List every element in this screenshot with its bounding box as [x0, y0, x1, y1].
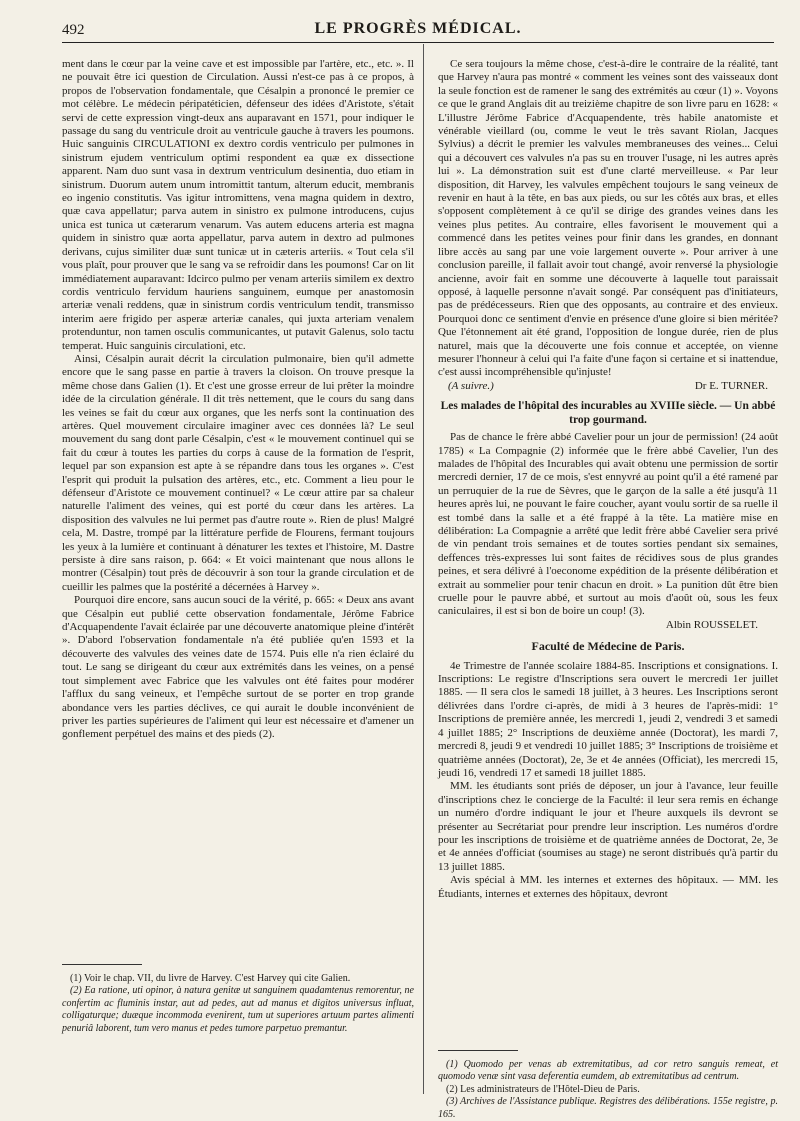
right-paragraph-1: Ce sera toujours la même chose, c'est-à-dire le contraire de la réalité, tant que Harvey n'aura pas montré « comment les veines sont des vaisseaux dont la seule fonction est de ramener le sang des extrémités au cœur (1) ». Voyons ce que le grand Anglais dit au treizième chapitre de son livre paru en 1628: « L'illustre Jérôme Fabrice d'Acquapendente, très habile anatomiste et vénérable vieillard (ou, comme le veut le très savant Riolan, Jacques Sylvius) a décrit le premier les valvules membraneuses des veines... Celui qui a découvert ces valvules n'a pas su en trouver l'usage, ni les autres après lui ». La démonstration suit est d'une clarté merveilleuse. « Par leur disposition, dit Harvey, les valvules empêchent toujours le sang veineux de revenir en haut à la tête, en bas aux pieds, ou sur les côtés aux bras, et elles s'opposent complètement à ce qu'il se dirige des grandes veines dans les veines plus petites. Au contraire, elles favorisent le mouvement qui a commencé dans les petites veines pour finir dans les grandes, en donnant libre accès au sang par une voie largement ouverte ». Pour arriver à une conclusion pareille, il fallait avoir tout changé, avoir renversé la physiologie ancienne, avoir fait en somme une découverte à laquelle tout paraissait opposé, à laquelle personne n'avait songé. Par conséquent pas d'initiateurs, pas de prédécesseurs. Rien que des opposants, au contraire et des envieux. Pourquoi donc ce sentiment d'envie en présence d'une gloire si bien méritée? Que l'étonnement ait été grand, l'opposition de longue durée, rien de plus naturel, mais que la découverte une fois connue et acceptée, on vienne mesurer l'honneur à celui qui l'a faite d'une façon si certaine et si inattendue, c'est aussi incompréhensible qu'injuste! [438, 58, 778, 379]
right-column [438, 58, 778, 901]
page-number: 492 [62, 22, 85, 38]
right-footnote-2: (2) Les administrateurs de l'Hôtel-Dieu de Paris. [446, 1083, 640, 1095]
incurables-paragraph: Pas de chance le frère abbé Cavelier pour un jour de permission! (24 août 1785) « La Compagnie (2) informée que le frère abbé Cavelier, l'un des malades de l'hôpital des Incurables qui avait obtenu une permission de sortir mercredi dernier, 17 de ce mois, s'est ennyvré au point qu'il a été ramené par un perruquier de la rue de Sèvres, que le garçon de la salle a été jusqu'à 11 heures après lui, ne pouvant le faire coucher, ayant voulu sortir de sa ruelle il est tombé dans la salle et a été frappé à la tête. La matière mise en délibération: La Compagnie a arrêté que ledit frère abbé Cavelier sera privé de vin pendant trois semaines et de toutes sorties pendant six semaines, deffences très-expresses lui sont faites de récidives sous de plus grandes peines, et sera délivré à l'oeconome expédition de la présente délibération et extrait au sommelier pour tenir chacun en droit. » La punition dût être bien cruelle pour le pauvre abbé, et surtout au mois d'août où, sous les feux caniculaires, il est si bon de boire un coup! (3). [438, 431, 778, 618]
section-heading-faculte: Faculté de Médecine de Paris. [531, 639, 685, 654]
to-be-continued: (A suivre.) [448, 379, 494, 392]
section-heading-incurables: Les malades de l'hôpital des incurables au XVIIIe siècle. — Un abbé trop gourmand. [440, 400, 776, 427]
footnote-rule [62, 964, 142, 965]
journal-title: LE PROGRÈS MÉDICAL. [314, 20, 522, 37]
faculte-paragraph-2: MM. les étudiants sont priés de déposer, un jour à l'avance, leur feuille d'inscriptions chez le concierge de la Faculté: il leur sera remis en échange un numéro d'ordre indiquant le jour et l'heure auxquels ils devront se présenter au Secrétariat pour prendre leur inscription. Les numéros d'ordre pour les inscriptions de troisième et de quatrième années de Doctorat, 2e, 3e et 4e années d'officiat (soumises au stage) ne seront distribués qu'à partir du 13 juillet 1885. [438, 780, 778, 873]
left-column [62, 58, 414, 742]
faculte-paragraph-1: 4e Trimestre de l'année scolaire 1884-85. Inscriptions et consignations. I. Inscriptions: Le registre d'Inscriptions sera ouvert le mercredi 1er juillet 1885. — Il sera clos le samedi 18 juillet, à 3 heures. Les Inscriptions seront délivrées dans l'ordre ci-après, de midi à 3 heures de l'après-midi: 1° Inscriptions de première année, les mercredi 1, jeudi 2, vendredi 3 et samedi 4 juillet 1885; 2° Inscriptions de deuxième année (Doctorat), les mardi 7, mercredi 8, jeudi 9 et vendredi 10 juillet 1885; 3° Inscriptions de troisième et quatrième années (Doctorat), 2e, 3e et 4e années (Officiat), les mercredi 15, jeudi 16, vendredi 17 et samedi 18 juillet 1885. [438, 659, 778, 779]
author-signature: Dr E. TURNER. [694, 379, 768, 392]
column-divider [423, 44, 424, 1094]
faculte-paragraph-3: Avis spécial à MM. les internes et externes des hôpitaux. — MM. les Étudiants, internes et externes des hôpitaux, devront [438, 874, 778, 900]
left-paragraph-2: Ainsi, Césalpin aurait décrit la circulation pulmonaire, bien qu'il admette encore que le sang passe en partie à travers la cloison. On trouve presque la même chose dans Galien (1). Et c'est une grosse erreur de lui prêter la moindre idée de la circulation générale. Il dit très nettement, que le cours du sang dans les veines se fait du cœur aux organes, que les nerfs sont la continuation des artères. Quel mouvement circulaire imaginer avec ces données là? Le seul mouvement du sang dont parle Césalpin, c'est « le mouvement continuel qui se fait du cœur à toutes les parties du corps à cause de la formation de l'esprit, lequel par son expansion est apte à se répandre dans tous les organes ». C'est l'esprit qui produit la pulsation des artères, etc., etc. Comment a lieu pour le défenseur d'Aristote ce mouvement continuel? « Le cœur attire par sa chaleur naturelle l'aliment des veines, qui est porté du cœur dans les artères. La disposition des valvules ne lui permet pas d'autre route ». Rien de plus! Malgré cela, M. Dastre, trompé par la littérature perfide de Flourens, fermant toujours les yeux à la lumière et continuant à dénaturer les textes et l'histoire, M. Dastre persiste à dire sans raison, p. 664: « Et voici maintenant que nous allons le montrer (Césalpin) tout près de découvrir à son tour la grande circulation et de cueillir les palmes que la postérité a décernées à Harvey ». [62, 352, 414, 593]
incurables-signature: Albin ROUSSELET. [665, 618, 758, 631]
article-signature-line [438, 380, 778, 393]
left-footnote-2: (2) Ea ratione, uti opinor, à natura genitæ ut sanguinem quadamtenus remorentur, ne confertim ac fluminis instar, aut ad pedes, aut ad manus et digitos universus influat, colligaturque; duæque incommoda evenirent, tum ut superiores artuum partes alimenti penuriâ laborent, tum vero manus et pedes tumore parpetuo premantur. [62, 985, 414, 1034]
left-footnotes [62, 964, 414, 1035]
page-header [62, 16, 774, 42]
left-paragraph-3: Pourquoi dire encore, sans aucun souci de la vérité, p. 665: « Deux ans avant que Césalpin eut publié cette observation fondamentale, Jérôme Fabrice d'Acquapendente l'avait éclairée par une découverte anatomique pleine d'intérêt ». D'abord l'observation fondamentale n'a été publiée qu'en 1593 et la découverte des valvules des veines date de 1574. Puis elle n'a rien éclairé du tout. Le sang se dirigeant du cœur aux extrémités dans les veines, on a pensé tout simplement avec Fabrice que les valvules ont été faites pour modérer l'afflux du sang veineux, et l'empêche surtout de se porter en trop grande abondance vers les parties déclives, ce qui aurait le double inconvénient de priver les parties supérieures de l'aliment qui leur est nécessaire et d'amener un gonflement perpétuel des mains et des pieds (2). [62, 594, 414, 741]
header-rule [62, 42, 774, 43]
right-footnote-3: (3) Archives de l'Assistance publique. Registres des délibérations. 155e registre, p. 165. [438, 1096, 778, 1120]
left-paragraph-1: ment dans le cœur par la veine cave et est impossible par l'artère, etc., etc. ». Il ne pouvait être ici question de Circulation. Aussi n'est-ce pas à ce propos, à propos de l'observation fondamentale, que Césalpin a prononcé le premier ce mot célèbre. Le médecin péripatéticien, défenseur des idées d'Aristote, s'était servi de cette expression vingt-deux ans auparavant en 1571, pour indiquer le passage du sang du ventricule droit au ventricule gauche à travers les poumons. Huic sanguinis CIRCULATIONI ex dextro cordis ventriculo per pulmones in sinistrum ejudem ventriculum optimi respondent ea quæ ex dissectione apparent. Nam duo sunt vasa in dextrum ventriculum desinentia, duo etiam in sinistrum. Duorum autem unum intromittit tantum, alterum educit, membranis eo ingenio constitutis. Vas igitur intromittens, vena magna quidem in dextro, quæ cava appellatur; parva autem in sinistro ex pulmone introducens, cujus unica est tunica ut cæterarum venarum. Vas autem educens arteria est magna quidem in sinistro quæ aorta appellatur, parva autem in dextro ad pulmones derivans, cujus similiter duæ sunt tunicæ ut in cæteris arteriis. « Tout cela s'il vous plaît, pour prouver que le sang va se refroidir dans les poumons! Car on lit immédiatement auparavant: Idcirco pulmo per venam arteriis similem ex dextro cordis ventriculo fervidum hauriens sanguinem, eumque per anastomosin arteriæ venali reddens, quæ in sinistrum cordis ventriculum tendit, transmisso interim aere frigido per asperæ arteriæ canales, qui juxta arteriam venalem protenduntur, non tamen osculis communicantes, ut putavit Galenus, solo tactu temperat. Huic sanguinis circulationi, etc. [62, 58, 414, 352]
footnote-rule [438, 1050, 518, 1051]
left-footnote-1: (1) Voir le chap. VII, du livre de Harvey. C'est Harvey qui cite Galien. [70, 973, 351, 984]
right-footnotes [438, 1050, 778, 1121]
right-footnote-1: (1) Quomodo per venas ab extremitatibus, ad cor retro sanguis remeat, et quomodo venæ sint vasa deferentia eumdem, ab extremitatibus ad centrum. [438, 1059, 778, 1083]
